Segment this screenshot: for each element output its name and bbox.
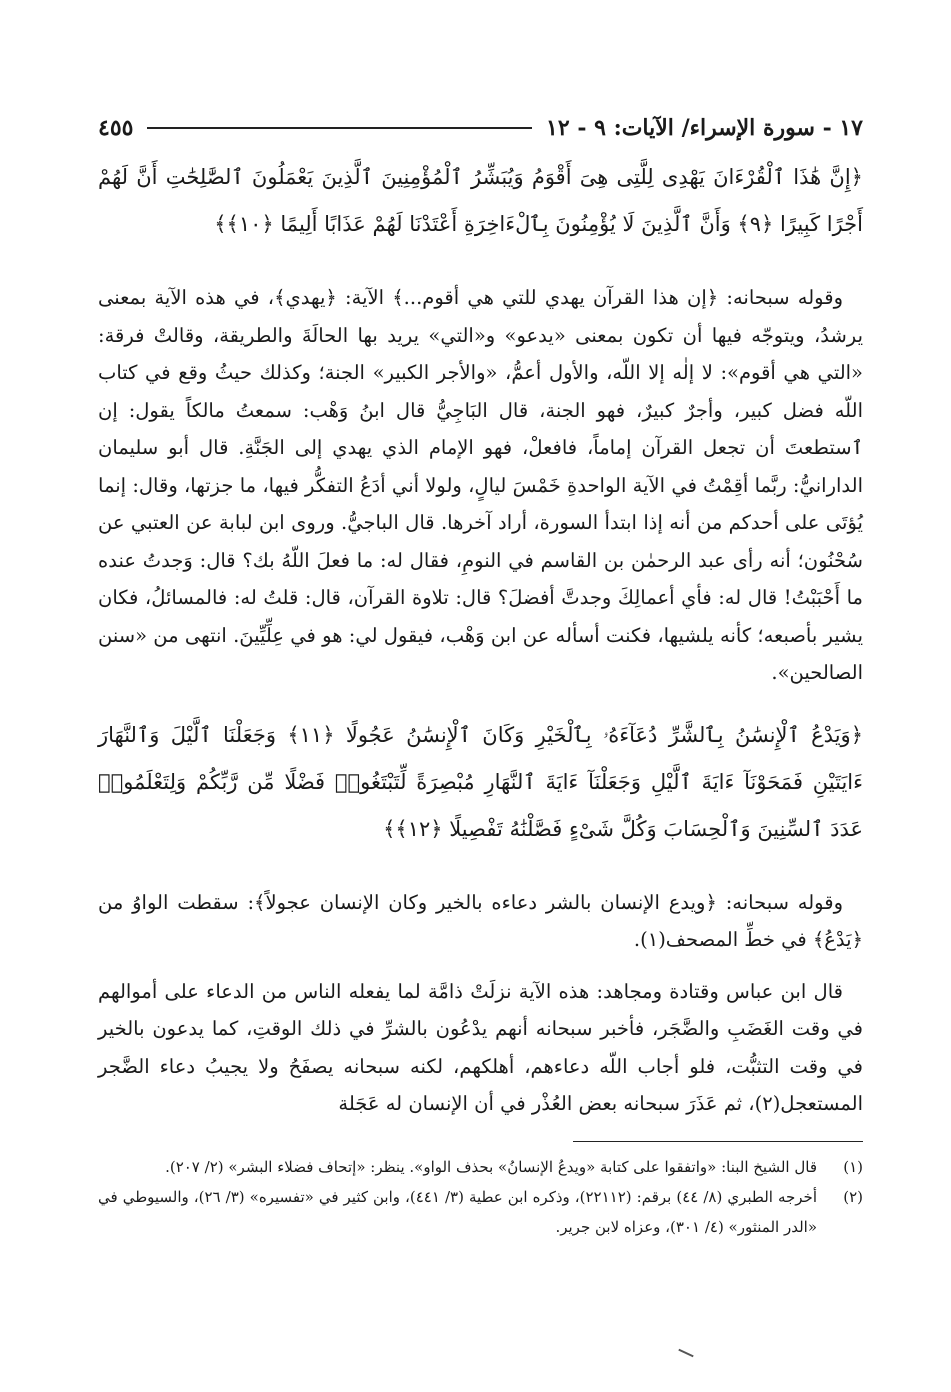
footnote	[98, 1152, 863, 1182]
footnote	[98, 1182, 863, 1242]
header-title: ١٧ - سورة الإسراء/ الآيات: ٩ - ١٢	[546, 115, 863, 141]
footnote-text: قال الشيخ البنا: «واتفقوا على كتابة «ويدعُ الإنسانُ» بحذف الواو». ينظر: «إتحاف فضلاء البشر» (٢/ ٢٠٧).	[165, 1157, 817, 1176]
commentary-paragraph-2: وقوله سبحانه: ﴿ويدع الإنسان بالشر دعاءه بالخير وكان الإنسان عجولاً﴾: سقطت الواوُ من ﴿يَدْعُ﴾ في خطِّ المصحف(١).	[98, 890, 863, 951]
quran-verses-11-12: ﴿وَيَدْعُ ٱلْإِنسَٰنُ بِٱلشَّرِّ دُعَآءَهُۥ بِٱلْخَيْرِ وَكَانَ ٱلْإِنسَٰنُ عَجُولًا ﴿١١﴾ وَجَعَلْنَا ٱلَّيْلَ وَٱلنَّهَارَ ءَايَتَيْنِ فَمَحَوْنَآ ءَايَةَ ٱلَّيْلِ وَجَعَلْنَآ ءَايَةَ ٱلنَّهَارِ مُبْصِرَةً لِّتَبْتَغُوا۟ فَضْلًا مِّن رَّبِّكُمْ وَلِتَعْلَمُوا۟ عَدَدَ ٱلسِّنِينَ وَٱلْحِسَابَ وَكُلَّ شَىْءٍ فَصَّلْنَٰهُ تَفْصِيلًا ﴿١٢﴾﴾	[98, 722, 863, 841]
footnote-number: (١)	[843, 1157, 863, 1176]
quran-verses-9-10: ﴿إِنَّ هَٰذَا ٱلْقُرْءَانَ يَهْدِى لِلَّتِى هِىَ أَقْوَمُ وَيُبَشِّرُ ٱلْمُؤْمِنِينَ ٱلَّذِينَ يَعْمَلُونَ ٱلصَّٰلِحَٰتِ أَنَّ لَهُمْ أَجْرًا كَبِيرًا ﴿٩﴾ وَأَنَّ ٱلَّذِينَ لَا يُؤْمِنُونَ بِٱلْءَاخِرَةِ أَعْتَدْنَا لَهُمْ عَذَابًا أَلِيمًا ﴿١٠﴾﴾	[98, 165, 863, 236]
spacer	[98, 269, 863, 279]
commentary-paragraph-3: قال ابن عباس وقتادة ومجاهد: هذه الآية نزلَتْ ذامَّة لما يفعله الناس من الدعاء على أموالهم في وقت الغَضَبِ والضَّجَر، فأخبر سبحانه أنهم يدْعُون بالشرِّ في ذلك الوقتِ، كما يدعون بالخير في وقت التثبُّت، فلو أجاب اللّه دعاءهم، أهلكهم، لكنه سبحانه يصفَحُ ولا يجيبُ دعاء الضَّجر المستعجل(٢)، ثم عَذَرَ سبحانه بعض العُذْر في أن الإنسان له عَجَلة	[98, 979, 863, 1115]
book-page	[98, 108, 863, 1338]
page-number: ٤٥٥	[98, 115, 134, 141]
spacer	[98, 692, 863, 706]
footnote-text: أخرجه الطبري (٨/ ٤٤) برقم: (٢٢١١٢)، وذكره ابن عطية (٣/ ٤٤١)، وابن كثير في «تفسيره» (٣/ ٢٦)، والسيوطي في «الدر المنثور» (٤/ ٣٠١)، وعزاه لابن جرير.	[98, 1187, 817, 1236]
footnotes	[98, 1152, 863, 1242]
commentary-paragraph-1: وقوله سبحانه: ﴿إن هذا القرآن يهدي للتي هي أقوم...﴾ الآية: ﴿يهدي﴾، في هذه الآية بمعنى يرشدُ، ويتوجّه فيها أن تكون بمعنى «يدعو» و«التي» يريد بها الحالَةَ والطريقة، وقالتْ فرقة: «التي هي أقوم»: لا إلٰه إلا اللّه، والأول أعمُّ، «والأجر الكبير» الجنة؛ وكذلك حيثُ وقع في كتاب اللّه فضل كبير، وأجرٌ كبيرٌ، فهو الجنة، قال البَاجِيُّ قال ابنُ وَهْب: سمعتُ مالكاً يقول: إن ٱستطعتَ أن تجعل القرآن إماماً، فافعلْ، فهو الإمام الذي يهدي إلى الجَنَّةِ. قال أبو سليمان الدارانيُّ: ربَّما أقِمْتُ في الآية الواحدةِ خَمْسَ ليالٍ، ولولا أني أدَعُ التفكُّر فيها، ما جزتها، وقال: إنما يُؤتَى على أحدكم من أنه إذا ابتدأ السورة، أراد آخرها. قال الباجيُّ. وروى ابن لبابة عن العتبي عن سُحْنُون؛ أنه رأى عبد الرحمٰن بن القاسم في النومِ، فقال له: ما فعلَ اللّهُ بك؟ قال: وَجدتُ عنده ما أَحْبَبْتُ! قال له: فأي أعمالِكَ وجدتَّ أفضلَ؟ قال: تلاوة القرآن، قال: قلتُ له: فالمسائلُ، فكان يشير بأصبعه؛ كأنه يلشيها، فكنت أسأله عن ابن وَهْب، فيقول لي: هو في عِلِّيِّينَ. انتهى من «سنن الصالحين».	[98, 286, 863, 684]
header-rule	[147, 127, 532, 129]
footnote-separator	[573, 1141, 863, 1142]
spacer	[98, 874, 863, 884]
scan-mark	[678, 1349, 693, 1358]
spacer	[98, 959, 863, 973]
running-header	[98, 108, 863, 148]
footnote-number: (٢)	[843, 1187, 863, 1206]
